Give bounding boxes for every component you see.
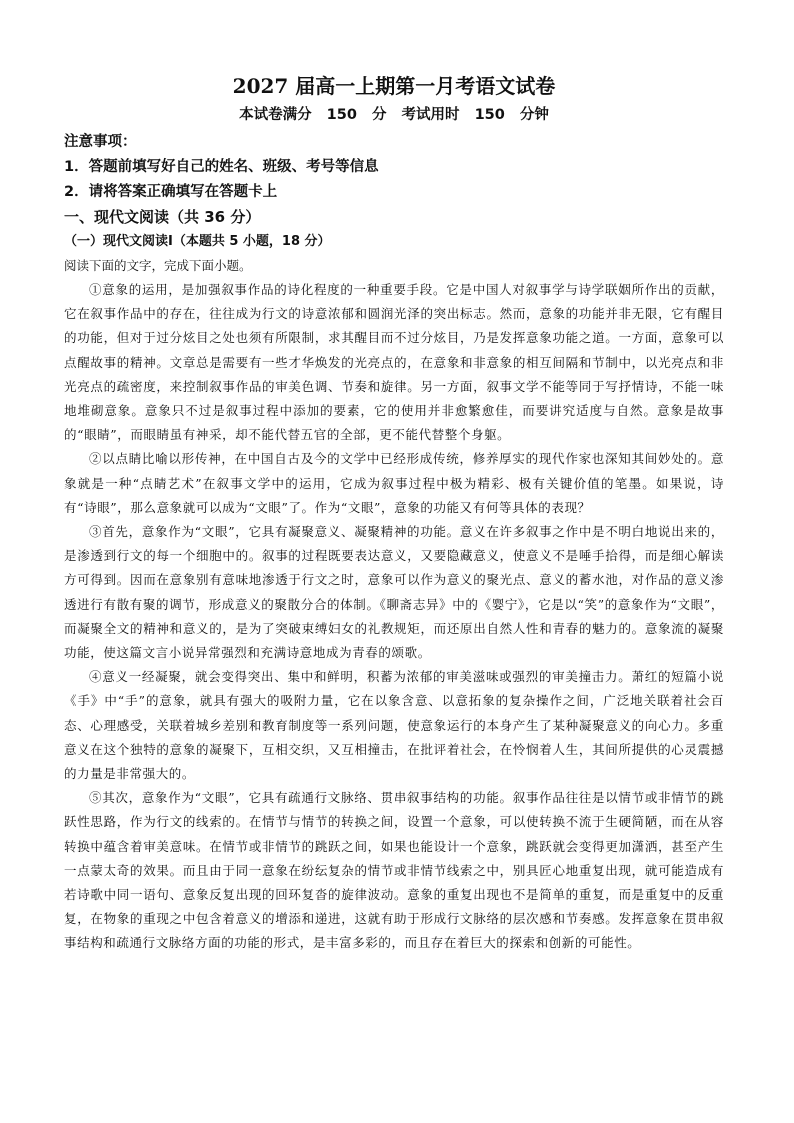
paragraph-2: ②以点睛比喻以形传神，在中国自古及今的文学中已经形成传统，修养厚实的现代作家也深知其间妙处的。意象就是一种“点睛艺术”在叙事文学中的运用，它成为叙事过程中极为精彩、极有关键价值的笔墨。如果说，诗有“诗眼”，那么意象就可以成为“文眼”了。作为“文眼”，意象的功能又有何等具体的表现？ <box>64 451 724 515</box>
paragraph-1: ①意象的运用，是加强叙事作品的诗化程度的一种重要手段。它是中国人对叙事学与诗学联姻所作出的贡献，它在叙事作品中的存在，往往成为行文的诗意浓郁和圆润光泽的突出标志。然而，意象的功能并非无限，它有醒目的功能，但对于过分炫目之处也须有所限制，求其醒目而不过分炫目，乃是发挥意象功能之道。一方面，意象可以点醒故事的精神。文章总是需要有一些才华焕发的光亮点的，在意象和非意象的相互间隔和节制中，以光亮点和非光亮点的疏密度，来控制叙事作品的审美色调、节奏和旋律。另一方面，叙事文学不能等同于写抒情诗，不能一味地堆砌意象。意象只不过是叙事过程中添加的要素，它的使用并非愈繁愈佳，而要讲究适度与自然。意象是故事的“眼睛”，而眼睛虽有神采，却不能代替五官的全部，更不能代替整个身躯。 <box>64 282 724 443</box>
subsection-heading: （一）现代文阅读Ⅰ（本题共 5 小题，18 分） <box>64 234 331 249</box>
reading-instruction: 阅读下面的文字，完成下面小题。 <box>64 258 252 273</box>
note-item-2: 2．请将答案正确填写在答题卡上 <box>64 184 278 200</box>
exam-title: 2027 届高一上期第一月考语文试卷 <box>232 74 556 98</box>
section-heading: 一、现代文阅读（共 36 分） <box>64 208 261 226</box>
paragraph-5: ⑤其次，意象作为“文眼”，它具有疏通行文脉络、贯串叙事结构的功能。叙事作品往往是以情节或非情节的跳跃性思路，作为行文的线索的。在情节与情节的转换之间，设置一个意象，可以使转换不流于生硬简陋，而在从容转换中蕴含着审美意味。在情节或非情节的跳跃之间，如果也能设计一个意象，跳跃就会变得更加潇洒，甚至产生一点蒙太奇的效果。而且由于同一意象在纷纭复杂的情节或非情节线索之中，别具匠心地重复出现，就可能造成有若诗歌中同一语句、意象反复出现的回环复沓的旋律波动。意象的重复出现也不是简单的重复，而是重复中的反重复，在物象的重现之中包含着意义的增添和递进，这就有助于形成行文脉络的层次感和节奏感。发挥意象在贯串叙事结构和疏通行文脉络方面的功能的形式，是丰富多彩的，而且存在着巨大的探索和创新的可能性。 <box>64 790 724 951</box>
paragraph-4: ④意义一经凝聚，就会变得突出、集中和鲜明，积蓄为浓郁的审美滋味或强烈的审美撞击力。萧红的短篇小说《手》中“手”的意象，就具有强大的吸附力量，它在以象含意、以意拓象的复杂操作之间，广泛地关联着社会百态、心理感受，关联着城乡差别和教育制度等一系列问题，使意象运行的本身产生了某种凝聚意义的向心力。多重意义在这个独特的意象的凝聚下，互相交织，又互相撞击，在批评着社会，在怜悯着人生，其间所提供的心灵震撼的力量是非常强大的。 <box>64 669 724 782</box>
note-item-1: 1．答题前填写好自己的姓名、班级、考号等信息 <box>64 159 379 175</box>
exam-subtitle: 本试卷满分 150 分 考试用时 150 分钟 <box>239 107 549 123</box>
notes-heading: 注意事项： <box>64 134 137 150</box>
paragraph-3: ③首先，意象作为“文眼”，它具有凝聚意义、凝聚精神的功能。意义在许多叙事之作中是不明白地说出来的，是渗透到行文的每一个细胞中的。叙事的过程既要表达意义，又要隐藏意义，使意义不是唾手拾得，而是细心解读方可得到。因而在意象别有意味地渗透于行文之时，意象可以作为意义的聚光点、意义的蓄水池，对作品的意义渗透进行有散有聚的调节，形成意义的聚散分合的体制。《聊斋志异》中的《婴宁》，它是以“笑”的意象作为“文眼”，而凝聚全文的精神和意义的，是为了突破束缚妇女的礼教规矩，而还原出自然人性和青春的魅力的。意象流的凝聚功能，使这篇文言小说异常强烈和充满诗意地成为青春的颂歌。 <box>64 524 724 661</box>
